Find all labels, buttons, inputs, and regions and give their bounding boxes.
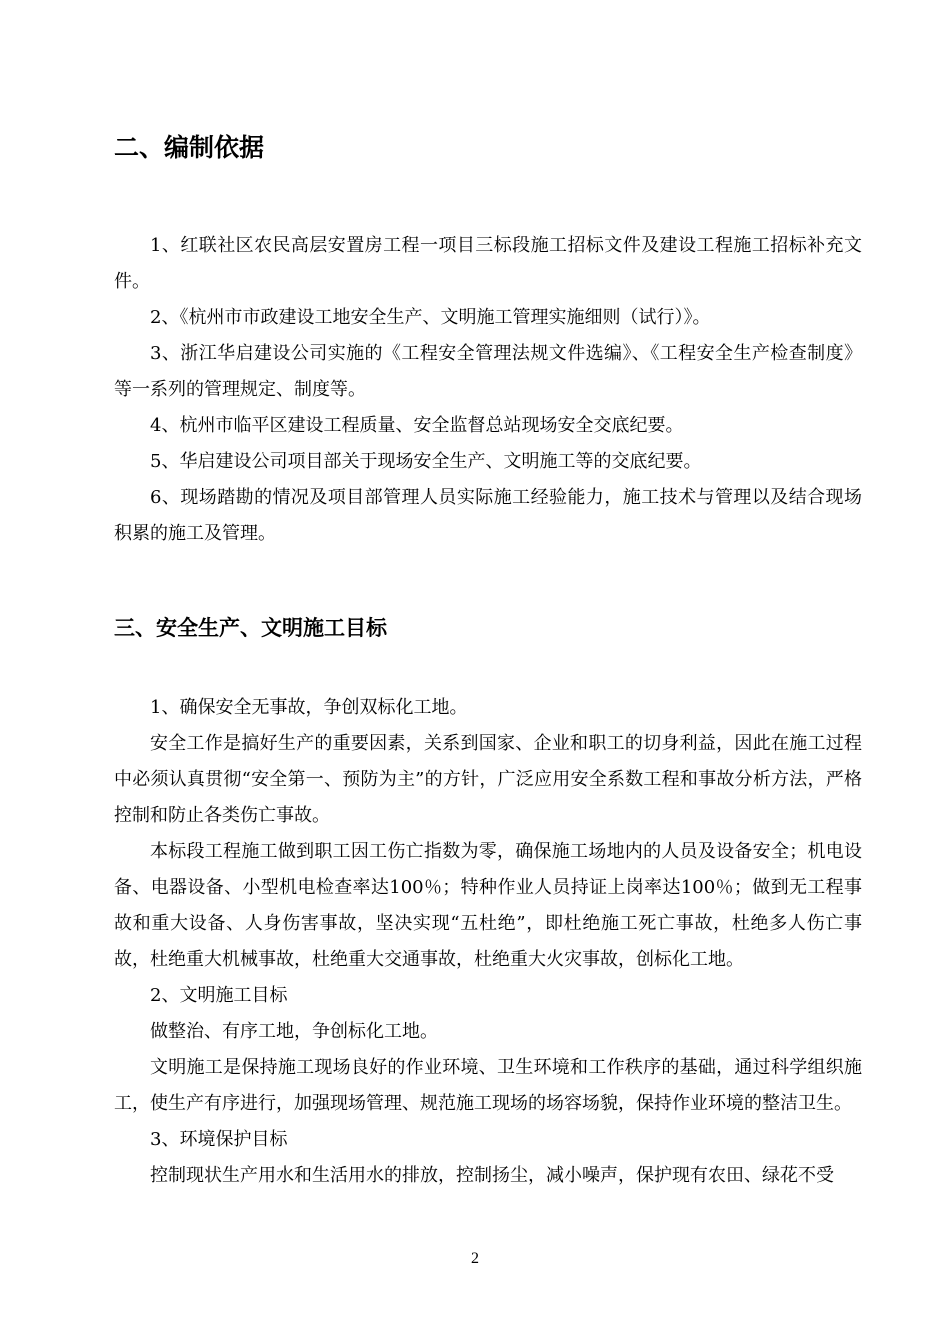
section-body-basis	[114, 228, 862, 552]
paragraph: 2、《杭州市市政建设工地安全生产、文明施工管理实施细则（试行）》。	[150, 307, 711, 328]
paragraph: 控制现状生产用水和生活用水的排放，控制扬尘，减小噪声，保护现有农田、绿花不受	[150, 1165, 834, 1186]
page-number: 2	[471, 1250, 479, 1267]
paragraph: 本标段工程施工做到职工因工伤亡指数为零，确保施工场地内的人员及设备安全；机电设备、电器设备、小型机电检查率达100％；特种作业人员持证上岗率达100％；做到无工程事故和重大设备、人身伤害事故，坚决实现“五杜绝”，即杜绝施工死亡事故，杜绝多人伤亡事故，杜绝重大机械事故，杜绝重大交通事故，杜绝重大火灾事故，创标化工地。	[114, 841, 862, 970]
section-heading-targets: 三、安全生产、文明施工目标	[114, 616, 387, 640]
paragraph: 4、杭州市临平区建设工程质量、安全监督总站现场安全交底纪要。	[150, 415, 684, 436]
section-body-targets	[114, 690, 862, 1194]
paragraph: 6、现场踏勘的情况及项目部管理人员实际施工经验能力，施工技术与管理以及结合现场积累的施工及管理。	[114, 487, 862, 544]
paragraph: 文明施工是保持施工现场良好的作业环境、卫生环境和工作秩序的基础，通过科学组织施工，使生产有序进行，加强现场管理、规范施工现场的场容场貌，保持作业环境的整洁卫生。	[114, 1057, 862, 1114]
paragraph: 3、浙江华启建设公司实施的《工程安全管理法规文件选编》、《工程安全生产检查制度》等一系列的管理规定、制度等。	[114, 343, 862, 400]
paragraph: 5、华启建设公司项目部关于现场安全生产、文明施工等的交底纪要。	[150, 451, 702, 472]
paragraph: 做整治、有序工地，争创标化工地。	[150, 1021, 438, 1042]
paragraph: 2、文明施工目标	[150, 985, 288, 1006]
paragraph: 1、红联社区农民高层安置房工程一项目三标段施工招标文件及建设工程施工招标补充文件。	[114, 235, 862, 292]
section-heading-basis: 二、编制依据	[114, 133, 265, 162]
paragraph: 1、确保安全无事故，争创双标化工地。	[150, 697, 468, 718]
paragraph: 3、环境保护目标	[150, 1129, 288, 1150]
paragraph: 安全工作是搞好生产的重要因素，关系到国家、企业和职工的切身利益，因此在施工过程中必须认真贯彻“安全第一、预防为主”的方针，广泛应用安全系数工程和事故分析方法，严格控制和防止各类伤亡事故。	[114, 733, 862, 826]
